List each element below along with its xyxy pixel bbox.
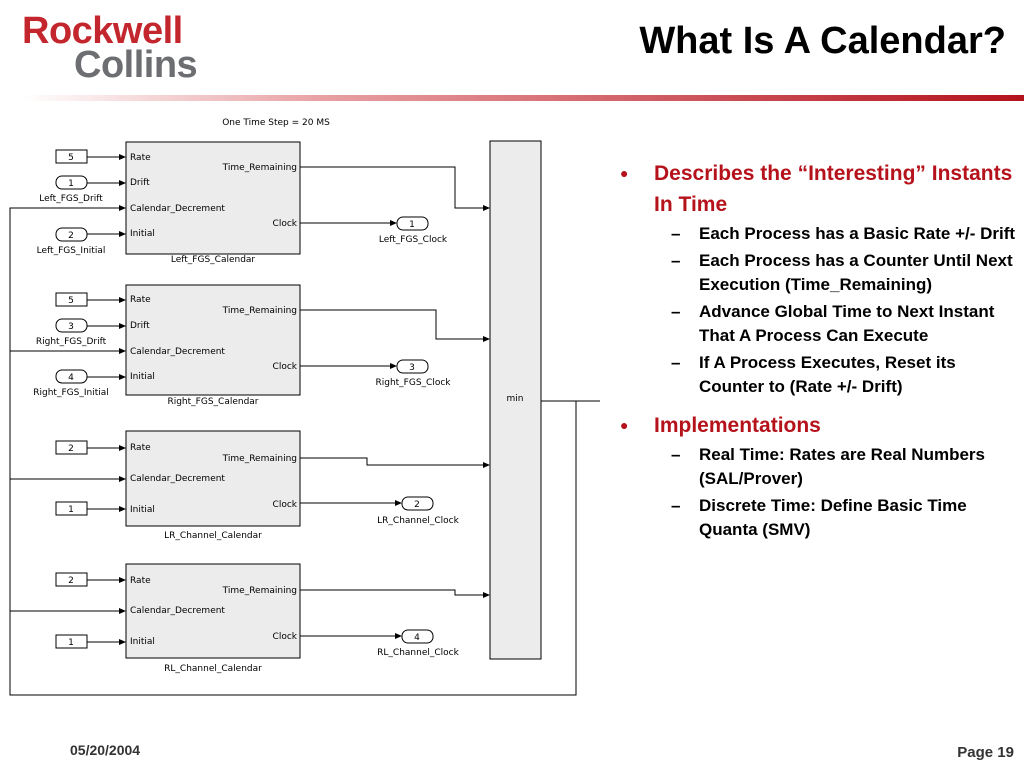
block-name: LR_Channel_Calendar (164, 531, 262, 541)
inport-number: 2 (68, 231, 74, 241)
bullet-dot-icon: ● (620, 165, 629, 181)
bullet-dot-icon: ● (620, 417, 629, 433)
title-divider (22, 95, 1024, 101)
outport-label: RL_Channel_Clock (377, 648, 459, 658)
sub-bullet-item (616, 249, 1021, 297)
page-number: Page 19 (957, 744, 1014, 761)
calendar-block-lr-channel (126, 431, 300, 541)
inport-number: 1 (68, 638, 74, 648)
logo-line-2: Collins (74, 44, 198, 86)
block-port-label: Time_Remaining (222, 306, 297, 316)
min-block (490, 141, 541, 659)
outport-label: LR_Channel_Clock (377, 516, 459, 526)
block-name: Left_FGS_Calendar (170, 255, 256, 265)
sub-bullet-item (616, 300, 1021, 348)
block-port-label: Calendar_Decrement (130, 474, 225, 484)
block-port-label: Initial (130, 505, 155, 515)
simulink-diagram (0, 105, 600, 705)
inport-label: Right_FGS_Drift (35, 337, 107, 347)
block-port-label: Initial (130, 229, 155, 239)
inport-number: 2 (68, 576, 74, 586)
sub-bullet-text: Real Time: Rates are Real Numbers (SAL/Prover) (699, 445, 985, 488)
inport-label: Left_FGS_Drift (39, 194, 103, 204)
inport-label: Left_FGS_Initial (36, 246, 106, 256)
block-port-label: Drift (130, 178, 150, 188)
bullet-item (616, 410, 1021, 441)
outport-label: Right_FGS_Clock (375, 378, 451, 388)
logo-line-1: Rockwell (22, 10, 183, 52)
block-port-label: Calendar_Decrement (130, 606, 225, 616)
bullet-text: Describes the “Interesting” Instants In Time (654, 162, 1013, 216)
block-name: Right_FGS_Calendar (167, 397, 259, 407)
sub-bullet-text: Advance Global Time to Next Instant That A Process Can Execute (699, 302, 995, 345)
block-port-label: Calendar_Decrement (130, 347, 225, 357)
dash-icon: – (671, 302, 681, 321)
block-port-label: Rate (130, 576, 151, 586)
inport-number: 1 (68, 505, 74, 515)
block-port-label: Clock (272, 632, 297, 642)
block-port-label: Clock (272, 362, 297, 372)
inport-number: 3 (68, 322, 74, 332)
inport-number: 1 (68, 179, 74, 189)
block-port-label: Rate (130, 443, 151, 453)
block-port-label: Clock (272, 500, 297, 510)
bullet-item (616, 158, 1021, 220)
sub-bullet-text: Discrete Time: Define Basic Time Quanta (SMV) (699, 496, 967, 539)
block-port-label: Calendar_Decrement (130, 204, 225, 214)
footer-date: 05/20/2004 (70, 742, 141, 758)
outport-number: 4 (414, 633, 420, 643)
sub-bullet-text: If A Process Executes, Reset its Counter to (Rate +/- Drift) (699, 353, 956, 396)
dash-icon: – (671, 353, 681, 372)
outport-number: 2 (414, 500, 420, 510)
block-port-label: Time_Remaining (222, 454, 297, 464)
outport-blocks (375, 217, 600, 658)
inport-label: Right_FGS_Initial (33, 388, 109, 398)
outport-number: 3 (409, 363, 415, 373)
block-name: RL_Channel_Calendar (164, 664, 262, 674)
sub-bullet-item (616, 494, 1021, 542)
outport-label: Left_FGS_Clock (378, 235, 448, 245)
calendar-block-rl-channel (126, 564, 300, 674)
diagram-caption: One Time Step = 20 MS (222, 118, 330, 128)
calendar-block-right-fgs (126, 285, 300, 407)
dash-icon: – (671, 496, 681, 515)
dash-icon: – (671, 445, 681, 464)
min-block-label: min (506, 394, 524, 404)
inport-blocks (33, 150, 108, 648)
sub-bullet-text: Each Process has a Basic Rate +/- Drift (699, 224, 1016, 243)
bullet-list (616, 158, 1021, 545)
block-port-label: Clock (272, 219, 297, 229)
block-port-label: Time_Remaining (222, 586, 297, 596)
block-port-label: Initial (130, 637, 155, 647)
inport-number: 4 (68, 373, 74, 383)
block-port-label: Time_Remaining (222, 163, 297, 173)
company-logo (22, 10, 222, 86)
sub-bullet-item (616, 443, 1021, 491)
block-port-label: Rate (130, 153, 151, 163)
outport-number: 1 (409, 220, 415, 230)
calendar-block-left-fgs (126, 142, 300, 265)
sub-bullet-text: Each Process has a Counter Until Next Execution (Time_Remaining) (699, 251, 1013, 294)
bullet-text: Implementations (654, 414, 821, 437)
sub-bullet-item (616, 222, 1021, 246)
inport-number: 5 (68, 153, 74, 163)
block-port-label: Initial (130, 372, 155, 382)
slide-title: What Is A Calendar? (639, 20, 1006, 62)
sub-bullet-item (616, 351, 1021, 399)
dash-icon: – (671, 224, 681, 243)
block-port-label: Rate (130, 295, 151, 305)
inport-number: 5 (68, 296, 74, 306)
block-port-label: Drift (130, 321, 150, 331)
dash-icon: – (671, 251, 681, 270)
inport-number: 2 (68, 444, 74, 454)
